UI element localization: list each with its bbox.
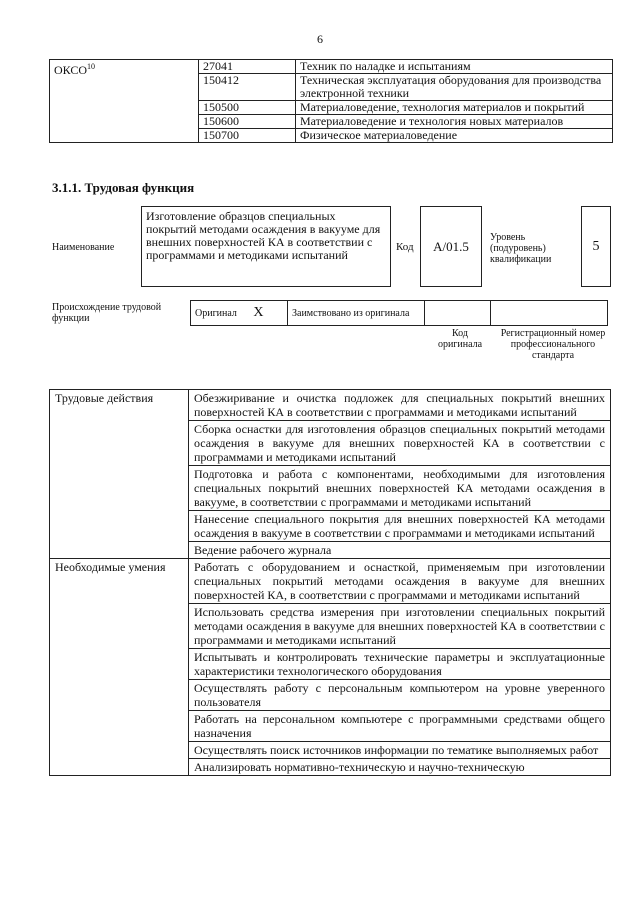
okso-code: 150600 [199,115,296,129]
function-code-value: A/01.5 [420,206,482,287]
skill-item: Осуществлять работу с персональным компьютером на уровне уверенного пользователя [189,680,611,711]
action-item: Ведение рабочего журнала [189,542,611,559]
name-label: Наименование [52,242,115,253]
okso-name: Материаловедение и технология новых материалов [296,115,613,129]
okso-label-cell [50,60,199,143]
okso-label: ОКСО [54,63,88,77]
borrowed-label: Заимствовано из оригинала [288,301,425,326]
section-title: 3.1.1. Трудовая функция [52,180,195,195]
level-label: Уровень (подуровень) квалификации [490,232,552,265]
action-item: Нанесение специального покрытия для внешних поверхностей КА методами осаждения в вакууме в соответствии с программами и методиками испытаний [189,511,611,542]
original-mark: X [253,305,264,320]
skill-item: Испытывать и контролировать технические параметры и эксплуатационные характеристики технологического оборудования [189,649,611,680]
okso-code: 150412 [199,74,296,101]
okso-name: Техническая эксплуатация оборудования для производства электронной техники [296,74,613,101]
skill-item: Осуществлять поиск источников информации по тематике выполняемых работ [189,742,611,759]
code-caption: Код оригинала [437,328,483,350]
function-name-value: Изготовление образцов специальных покрытий методами осаждения в вакууме для внешних поверхностей КА в соответствии с программами и методиками испытаний [141,206,391,287]
okso-name: Техник по наладке и испытаниям [296,60,613,74]
skill-item: Работать с оборудованием и оснасткой, применяемым при изготовлении специальных покрытий методами осаждения в вакууме для внешних поверхностей КА, в соответствии с программами и методиками испытаний [189,559,611,604]
origin-label: Происхождение трудовой функции [52,302,162,324]
okso-footnote: 10 [87,62,96,71]
page-number: 6 [317,32,323,46]
actions-label: Трудовые действия [50,390,189,559]
reg-number-cell [491,301,608,326]
level-value: 5 [581,206,611,287]
okso-name: Материаловедение, технология материалов и покрытий [296,101,613,115]
action-item: Подготовка и работа с компонентами, необходимыми для изготовления специальных покрытий внешних поверхностей КА методами осаждения в вакууме, в соответствии с программами и методиками испытаний [189,466,611,511]
skill-item: Анализировать нормативно-техническую и научно-техническую [189,759,611,776]
okso-name: Физическое материаловедение [296,129,613,143]
skill-item: Работать на персональном компьютере с программными средствами общего назначения [189,711,611,742]
original-label: Оригинал [195,308,237,319]
okso-table [49,59,613,143]
okso-code: 27041 [199,60,296,74]
reg-caption: Регистрационный номер профессионального стандарта [500,328,606,361]
origin-table [190,300,608,326]
action-item: Обезжиривание и очистка подложек для специальных покрытий внешних поверхностей КА в соответствии с программами и методиками испытаний [189,390,611,421]
action-item: Сборка оснастки для изготовления образцов специальных покрытий методами осаждения в вакууме для внешних поверхностей КА в соответствии с программами и методиками испытаний [189,421,611,466]
skill-item: Использовать средства измерения при изготовлении специальных покрытий методами осаждения в вакууме для внешних поверхностей КА в соответствии с программами и методиками испытаний [189,604,611,649]
okso-code: 150500 [199,101,296,115]
code-label: Код [396,241,414,253]
skills-label: Необходимые умения [50,559,189,776]
original-code-cell [425,301,491,326]
okso-code: 150700 [199,129,296,143]
original-cell [191,301,288,326]
main-table [49,389,611,776]
